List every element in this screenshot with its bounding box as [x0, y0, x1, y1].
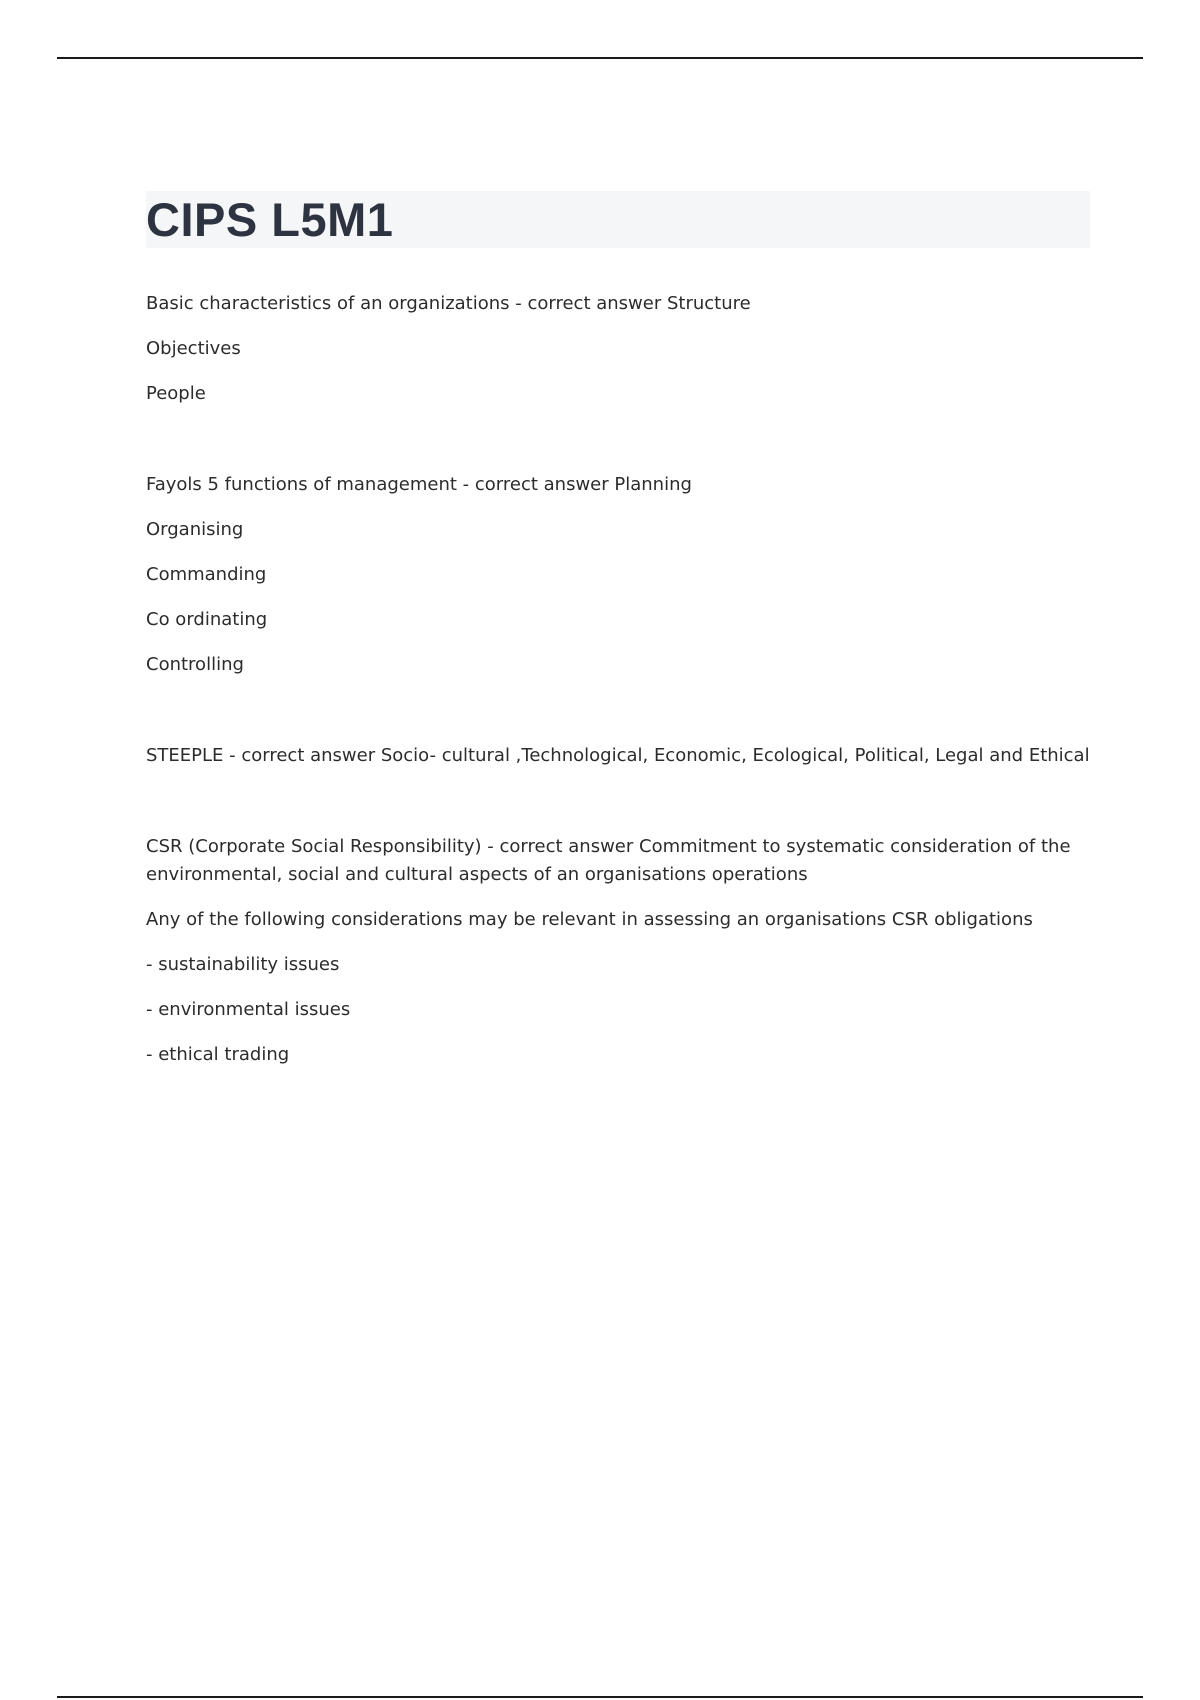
qa-csr-item: - sustainability issues — [146, 954, 340, 975]
qa-basic-item: Objectives — [146, 338, 241, 359]
qa-basic-question: Basic characteristics of an organizations - correct answer Structure — [146, 293, 751, 314]
qa-fayol-item: Co ordinating — [146, 609, 268, 630]
header-rule — [57, 57, 1143, 59]
footer-rule — [57, 1696, 1143, 1698]
document-title: CIPS L5M1 — [146, 193, 394, 246]
qa-fayol-item: Commanding — [146, 564, 267, 585]
document-body — [146, 290, 1090, 1069]
qa-csr-question: CSR (Corporate Social Responsibility) - correct answer Commitment to systematic consideration of the environmental, social and cultural aspects of an organisations operations — [146, 836, 1071, 885]
qa-csr-item: - environmental issues — [146, 999, 351, 1020]
qa-fayol-item: Organising — [146, 519, 244, 540]
qa-csr-item: - ethical trading — [146, 1044, 290, 1065]
qa-steeple-question: STEEPLE - correct answer Socio- cultural ,Technological, Economic, Ecological, Political, Legal and Ethical — [146, 745, 1090, 766]
qa-basic-item: People — [146, 383, 206, 404]
qa-fayol-item: Controlling — [146, 654, 244, 675]
qa-csr-intro: Any of the following considerations may be relevant in assessing an organisations CSR obligations — [146, 909, 1033, 930]
qa-fayol-question: Fayols 5 functions of management - correct answer Planning — [146, 474, 692, 495]
title-band — [146, 191, 1090, 248]
